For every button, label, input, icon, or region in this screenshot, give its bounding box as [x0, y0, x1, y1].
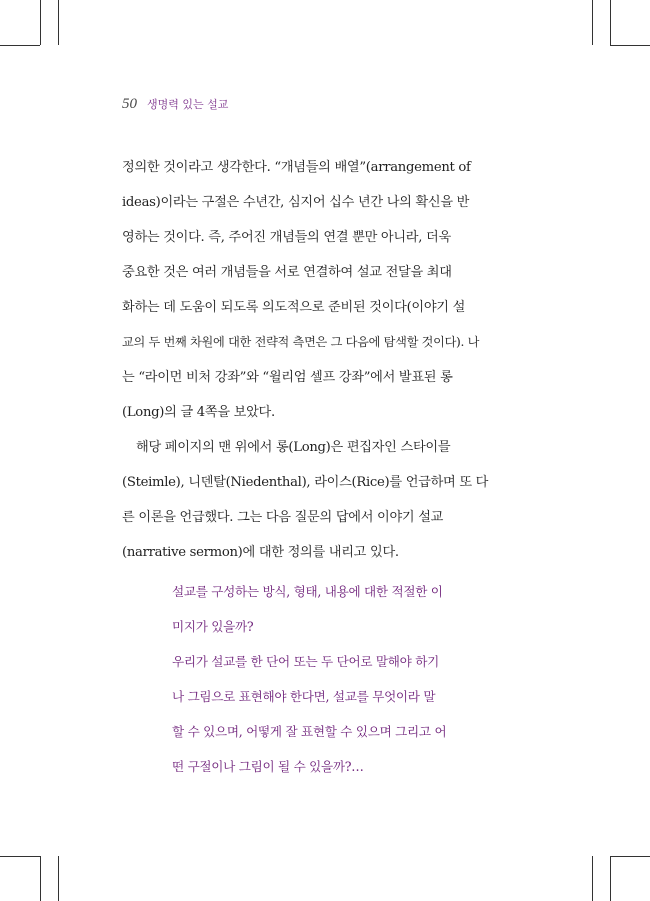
quote-line: 할 수 있으며, 어떻게 잘 표현할 수 있으며 그리고 어	[172, 724, 447, 739]
paragraph-start-line: 해당 페이지의 맨 위에서 롱(Long)은 편집자인 스타이믈	[136, 440, 451, 455]
quote-line: 떤 구절이나 그림이 될 수 있을까?…	[172, 759, 364, 774]
block-quote	[172, 574, 472, 784]
text-line: (narrative sermon)에 대한 정의를 내리고 있다.	[122, 545, 399, 560]
text-line: 영하는 것이다. 즉, 주어진 개념들의 연결 뿐만 아니라, 더욱	[122, 230, 451, 245]
text-line: (Steimle), 니덴탈(Niedenthal), 라이스(Rice)를 언급하며 또 다	[122, 475, 489, 490]
text-line: 교의 두 번째 차원에 대한 전략적 측면은 그 다음에 탐색할 것이다). 나	[122, 335, 480, 349]
quote-line: 나 그림으로 표현해야 한다면, 설교를 무엇이라 말	[172, 689, 436, 704]
text-line: 중요한 것은 여러 개념들을 서로 연결하여 설교 전달을 최대	[122, 265, 452, 280]
page-number: 50	[122, 96, 137, 112]
quote-line: 우리가 설교를 한 단어 또는 두 단어로 말해야 하기	[172, 654, 439, 669]
text-line: 정의한 것이라고 생각한다. “개념들의 배열”(arrangement of	[122, 160, 471, 175]
text-line: ideas)이라는 구절은 수년간, 심지어 십수 년간 나의 확신을 반	[122, 195, 470, 210]
text-line: (Long)의 글 4쪽을 보았다.	[122, 405, 275, 420]
running-header	[122, 96, 228, 113]
text-line: 화하는 데 도움이 되도록 의도적으로 준비된 것이다(이야기 설	[122, 300, 466, 315]
text-line: 른 이론을 언급했다. 그는 다음 질문의 답에서 이야기 설교	[122, 510, 444, 525]
text-line: 는 “라이먼 비처 강좌”와 “윌리엄 셀프 강좌”에서 발표된 롱	[122, 370, 453, 385]
quote-line: 설교를 구성하는 방식, 형태, 내용에 대한 적절한 이	[172, 584, 443, 599]
running-title: 생명력 있는 설교	[147, 98, 229, 111]
quote-line: 미지가 있을까?	[172, 619, 254, 634]
body-text	[122, 150, 498, 570]
